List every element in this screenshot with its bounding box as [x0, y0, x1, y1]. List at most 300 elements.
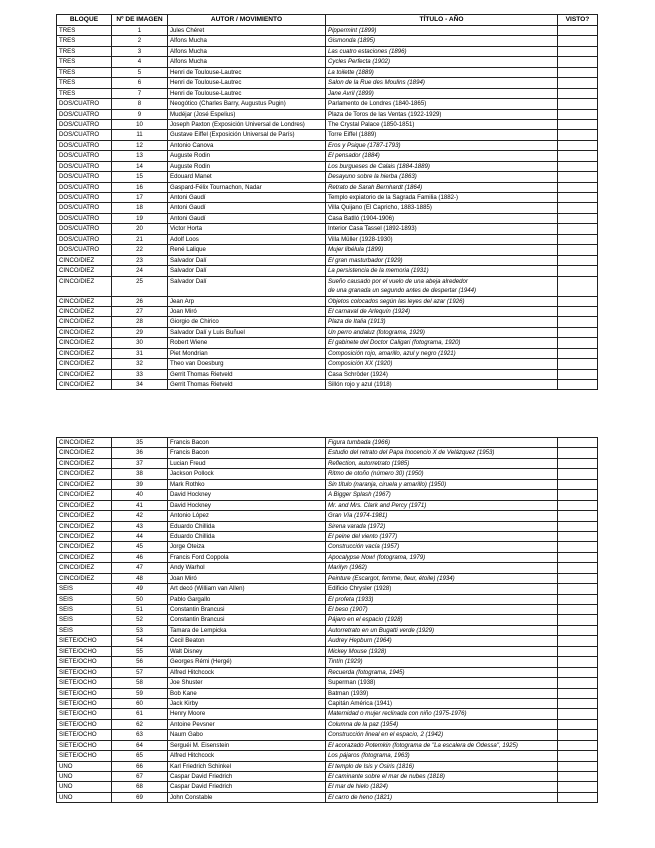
titulo-text: Sirena varada (1972): [328, 522, 386, 530]
bloque-text: TRES: [59, 68, 76, 76]
table-row: [57, 234, 598, 244]
num-cell: [112, 625, 168, 635]
bloque-cell: [57, 448, 112, 458]
table-row: [57, 203, 598, 213]
autor-text: Salvador Dalí: [170, 277, 207, 285]
autor-text: Eduardo Chillida: [170, 532, 215, 540]
visto-cell[interactable]: [558, 719, 598, 729]
visto-cell[interactable]: [558, 119, 598, 129]
bloque-cell: [57, 119, 112, 129]
num-cell: [112, 479, 168, 489]
autor-text: Georges Rémi (Hergé): [170, 658, 232, 666]
visto-cell[interactable]: [558, 317, 598, 327]
visto-cell[interactable]: [558, 327, 598, 337]
visto-cell[interactable]: [558, 438, 598, 448]
num-cell: [112, 772, 168, 782]
table-row: [57, 296, 598, 306]
autor-cell: [168, 542, 326, 552]
table-row: [57, 46, 598, 56]
visto-cell[interactable]: [558, 193, 598, 203]
titulo-cell: [326, 109, 558, 119]
bloque-cell: [57, 709, 112, 719]
bloque-text: TRES: [59, 47, 76, 55]
visto-cell[interactable]: [558, 338, 598, 348]
bloque-text: DOS/CUATRO: [59, 183, 100, 191]
num-cell: [112, 306, 168, 316]
titulo-cell: [326, 317, 558, 327]
bloque-text: DOS/CUATRO: [59, 194, 100, 201]
visto-cell[interactable]: [558, 46, 598, 56]
bloque-text: DOS/CUATRO: [59, 100, 100, 108]
visto-cell[interactable]: [558, 521, 598, 531]
titulo-cell: [326, 245, 558, 255]
num-cell: [112, 130, 168, 140]
num-text: 48: [136, 574, 143, 582]
table-row: [57, 782, 598, 792]
num-text: 9: [137, 110, 142, 118]
table-row: [57, 67, 598, 77]
num-text: 46: [136, 553, 143, 561]
bloque-cell: [57, 203, 112, 213]
num-text: 53: [136, 626, 143, 634]
bloque-text: SEIS: [59, 585, 73, 593]
autor-cell: [168, 109, 326, 119]
header-visto: VISTO?: [558, 15, 598, 26]
autor-cell: [168, 792, 326, 802]
autor-cell: [168, 224, 326, 234]
titulo-text: Objetos colocados según las leyes del azar (1926): [328, 297, 465, 305]
visto-cell[interactable]: [558, 172, 598, 182]
bloque-text: SIETE/OCHO: [59, 710, 97, 718]
autor-text: Tamara de Lempicka: [170, 626, 227, 634]
titulo-text: El carnaval de Arlequín (1924): [328, 307, 411, 315]
table-row: [57, 636, 598, 646]
titulo-cell: [326, 730, 558, 740]
titulo-text: Casa Batlló (1904-1906): [328, 214, 395, 222]
num-text: 7: [137, 89, 142, 97]
titulo-text: La toilette (1889): [328, 68, 374, 76]
bloque-text: CINCO/DIEZ: [59, 360, 95, 368]
table-row: [57, 615, 598, 625]
visto-cell[interactable]: [558, 296, 598, 306]
autor-cell: [168, 657, 326, 667]
table-row: [57, 348, 598, 358]
bloque-cell: [57, 646, 112, 656]
titulo-cell: [326, 490, 558, 500]
bloque-text: SIETE/OCHO: [59, 752, 97, 760]
visto-cell[interactable]: [558, 245, 598, 255]
table-row: [57, 542, 598, 552]
titulo-text: Capitán América (1941): [328, 699, 393, 707]
visto-cell[interactable]: [558, 740, 598, 750]
table-row: [57, 245, 598, 255]
bloque-cell: [57, 369, 112, 379]
num-text: 29: [136, 328, 143, 336]
autor-text: Mudéjar (José Espelius): [170, 110, 236, 118]
num-text: 52: [136, 616, 143, 624]
bloque-cell: [57, 667, 112, 677]
bloque-text: CINCO/DIEZ: [59, 328, 95, 336]
visto-cell[interactable]: [558, 657, 598, 667]
visto-cell[interactable]: [558, 213, 598, 223]
num-text: 5: [137, 68, 142, 76]
titulo-cell: [326, 67, 558, 77]
visto-cell[interactable]: [558, 594, 598, 604]
visto-cell[interactable]: [558, 782, 598, 792]
titulo-cell: [326, 531, 558, 541]
num-cell: [112, 140, 168, 150]
visto-cell[interactable]: [558, 255, 598, 265]
autor-text: Salvador Dalí: [170, 256, 207, 264]
titulo-text: Construcción lineal en el espacio, 2 (1942): [328, 731, 444, 739]
num-cell: [112, 615, 168, 625]
autor-cell: [168, 552, 326, 562]
autor-cell: [168, 67, 326, 77]
visto-cell[interactable]: [558, 563, 598, 573]
num-text: 36: [136, 449, 143, 457]
num-text: 4: [137, 58, 142, 66]
visto-cell[interactable]: [558, 380, 598, 390]
visto-cell[interactable]: [558, 730, 598, 740]
visto-cell[interactable]: [558, 266, 598, 276]
bloque-text: CINCO/DIEZ: [59, 267, 95, 275]
num-text: 45: [136, 543, 143, 551]
visto-cell[interactable]: [558, 479, 598, 489]
visto-cell[interactable]: [558, 531, 598, 541]
titulo-cell: [326, 740, 558, 750]
autor-cell: [168, 359, 326, 369]
num-text: 34: [136, 381, 143, 388]
visto-cell[interactable]: [558, 500, 598, 510]
num-cell: [112, 521, 168, 531]
titulo-cell: [326, 182, 558, 192]
autor-cell: [168, 306, 326, 316]
titulo-text: Un perro andaluz (fotograma, 1929): [328, 328, 425, 336]
autor-text: René Lalique: [170, 246, 206, 254]
autor-cell: [168, 380, 326, 390]
autor-text: Joan Miró: [170, 307, 197, 315]
autor-cell: [168, 78, 326, 88]
num-cell: [112, 161, 168, 171]
visto-cell[interactable]: [558, 667, 598, 677]
titulo-text: Mujer libélula (1899): [328, 246, 384, 254]
num-cell: [112, 359, 168, 369]
num-cell: [112, 490, 168, 500]
autor-cell: [168, 296, 326, 306]
autor-text: Adolf Loos: [170, 235, 199, 243]
autor-text: Francis Bacon: [170, 449, 209, 457]
autor-cell: [168, 761, 326, 771]
autor-cell: [168, 317, 326, 327]
bloque-text: CINCO/DIEZ: [59, 491, 95, 499]
titulo-cell: [326, 266, 558, 276]
visto-cell[interactable]: [558, 490, 598, 500]
num-cell: [112, 213, 168, 223]
bloque-text: CINCO/DIEZ: [59, 470, 95, 478]
autor-cell: [168, 36, 326, 46]
titulo-text: Villa Quijano (El Capricho, 1883-1885): [328, 204, 432, 212]
titulo-cell: [326, 500, 558, 510]
bloque-text: CINCO/DIEZ: [59, 381, 95, 388]
bloque-text: TRES: [59, 89, 76, 97]
bloque-text: CINCO/DIEZ: [59, 256, 95, 264]
titulo-text: La persistencia de la memoria (1931): [328, 267, 429, 275]
visto-cell[interactable]: [558, 605, 598, 615]
num-cell: [112, 605, 168, 615]
titulo-cell: [326, 469, 558, 479]
titulo-cell: [326, 646, 558, 656]
visto-cell[interactable]: [558, 584, 598, 594]
visto-cell[interactable]: [558, 448, 598, 458]
bloque-cell: [57, 782, 112, 792]
num-text: 28: [136, 318, 143, 326]
titulo-cell: [326, 448, 558, 458]
autor-text: Henry Moore: [170, 710, 206, 718]
visto-cell[interactable]: [558, 348, 598, 358]
titulo-cell: [326, 99, 558, 109]
autor-text: Auguste Rodin: [170, 162, 210, 170]
titulo-cell: [326, 688, 558, 698]
num-text: 2: [137, 37, 142, 45]
bloque-text: SIETE/OCHO: [59, 720, 97, 728]
titulo-text: Gran Vía (1974-1981): [328, 512, 388, 520]
autor-text: Bob Kane: [170, 689, 197, 697]
num-text: 62: [136, 720, 143, 728]
num-cell: [112, 469, 168, 479]
autor-text: Victor Horta: [170, 225, 203, 233]
num-text: 27: [136, 307, 143, 315]
titulo-text: Maternidad o mujer reclinada con niño (1975-1976): [328, 710, 467, 718]
autor-text: Salvador Dalí y Luis Buñuel: [170, 328, 245, 336]
table-row: [57, 751, 598, 761]
titulo-cell: [326, 782, 558, 792]
titulo-text: Pippermint (1899): [328, 27, 377, 34]
bloque-cell: [57, 563, 112, 573]
autor-cell: [168, 615, 326, 625]
visto-cell[interactable]: [558, 688, 598, 698]
titulo-cell: [326, 306, 558, 316]
visto-cell[interactable]: [558, 234, 598, 244]
autor-text: Antoni Gaudí: [170, 194, 206, 201]
num-cell: [112, 348, 168, 358]
visto-cell[interactable]: [558, 698, 598, 708]
titulo-text: Sin título (naranja, ciruela y amarillo) (1950): [328, 480, 447, 488]
titulo-text: Composición rojo, amarillo, azul y negro (1921): [328, 349, 456, 357]
visto-cell[interactable]: [558, 646, 598, 656]
bloque-cell: [57, 99, 112, 109]
bloque-cell: [57, 109, 112, 119]
autor-text: Francis Bacon: [170, 439, 209, 446]
visto-cell[interactable]: [558, 615, 598, 625]
titulo-text: Parlamento de Londres (1840-1865): [328, 100, 427, 108]
titulo-text: Sueño causado por el vuelo de una abeja alrededor: [328, 277, 468, 285]
titulo-cell: [326, 772, 558, 782]
table-row: [57, 458, 598, 468]
visto-cell[interactable]: [558, 203, 598, 213]
num-cell: [112, 67, 168, 77]
visto-cell[interactable]: [558, 36, 598, 46]
visto-cell[interactable]: [558, 161, 598, 171]
titulo-cell: [326, 296, 558, 306]
num-cell: [112, 245, 168, 255]
bloque-text: CINCO/DIEZ: [59, 349, 95, 357]
autor-text: Antoine Pevsner: [170, 720, 215, 728]
num-text: 66: [136, 762, 143, 770]
autor-text: Piet Mondrian: [170, 349, 208, 357]
titulo-text: El gabinete del Doctor Caligari (fotograma, 1920): [328, 339, 461, 347]
visto-cell[interactable]: [558, 26, 598, 36]
bloque-cell: [57, 182, 112, 192]
titulo-cell: [326, 224, 558, 234]
visto-cell[interactable]: [558, 709, 598, 719]
visto-cell[interactable]: [558, 469, 598, 479]
visto-cell[interactable]: [558, 552, 598, 562]
autor-cell: [168, 511, 326, 521]
visto-cell[interactable]: [558, 678, 598, 688]
visto-cell[interactable]: [558, 306, 598, 316]
visto-cell[interactable]: [558, 99, 598, 109]
titulo-cell: [326, 234, 558, 244]
autor-text: Antoni Gaudí: [170, 204, 206, 212]
visto-cell[interactable]: [558, 761, 598, 771]
table-row: [57, 709, 598, 719]
titulo-cell: [326, 255, 558, 265]
bloque-cell: [57, 490, 112, 500]
visto-cell[interactable]: [558, 140, 598, 150]
table-row: [57, 521, 598, 531]
autor-text: Gaspard-Félix Tournachon, Nadar: [170, 183, 262, 191]
visto-cell[interactable]: [558, 151, 598, 161]
num-cell: [112, 338, 168, 348]
autor-text: Theo van Doesburg: [170, 360, 224, 368]
num-cell: [112, 751, 168, 761]
visto-cell[interactable]: [558, 78, 598, 88]
bloque-text: CINCO/DIEZ: [59, 449, 95, 457]
visto-cell[interactable]: [558, 636, 598, 646]
titulo-text: Tintín (1929): [328, 658, 363, 666]
autor-cell: [168, 594, 326, 604]
table-row: [57, 119, 598, 129]
autor-cell: [168, 531, 326, 541]
table-row: [57, 78, 598, 88]
bloque-cell: [57, 751, 112, 761]
autor-cell: [168, 88, 326, 98]
autor-cell: [168, 119, 326, 129]
visto-cell[interactable]: [558, 772, 598, 782]
num-cell: [112, 224, 168, 234]
visto-cell[interactable]: [558, 224, 598, 234]
table-row: [57, 182, 598, 192]
num-text: 50: [136, 595, 143, 603]
bloque-cell: [57, 193, 112, 203]
header-bloque: BLOQUE: [57, 15, 112, 26]
visto-cell[interactable]: [558, 67, 598, 77]
visto-cell[interactable]: [558, 182, 598, 192]
table-row: [57, 448, 598, 458]
visto-cell[interactable]: [558, 369, 598, 379]
titulo-cell: [326, 719, 558, 729]
num-text: 42: [136, 512, 143, 520]
titulo-cell: [326, 709, 558, 719]
visto-cell[interactable]: [558, 542, 598, 552]
num-text: 17: [136, 194, 143, 201]
visto-cell[interactable]: [558, 109, 598, 119]
autor-text: Caspar David Friedrich: [170, 773, 233, 780]
num-cell: [112, 255, 168, 265]
num-text: 33: [136, 370, 143, 378]
autor-text: Jules Chéret: [170, 27, 205, 34]
visto-cell[interactable]: [558, 458, 598, 468]
visto-cell[interactable]: [558, 88, 598, 98]
autor-text: Alfons Mucha: [170, 37, 207, 45]
titulo-text: El acorazado Potemkin (fotograma de "La escalera de Odessa", 1925): [328, 741, 518, 749]
table-row: [57, 740, 598, 750]
autor-cell: [168, 245, 326, 255]
table-row: [57, 490, 598, 500]
num-cell: [112, 266, 168, 276]
titulo-text: El profeta (1933): [328, 595, 374, 603]
table-row: [57, 678, 598, 688]
bloque-cell: [57, 36, 112, 46]
visto-cell[interactable]: [558, 573, 598, 583]
visto-cell[interactable]: [558, 130, 598, 140]
num-text: 19: [136, 214, 143, 222]
titulo-cell: [326, 151, 558, 161]
visto-cell[interactable]: [558, 276, 598, 296]
visto-cell[interactable]: [558, 57, 598, 67]
autor-cell: [168, 678, 326, 688]
titulo-text: El pensador (1884): [328, 152, 380, 160]
autor-text: Antonio Canova: [170, 141, 214, 149]
table-row: [57, 688, 598, 698]
autor-cell: [168, 782, 326, 792]
num-cell: [112, 380, 168, 390]
titulo-cell: [326, 667, 558, 677]
autor-text: Pablo Gargallo: [170, 595, 211, 603]
bloque-text: CINCO/DIEZ: [59, 297, 95, 305]
bloque-text: SEIS: [59, 616, 73, 624]
num-text: 32: [136, 360, 143, 368]
autor-cell: [168, 276, 326, 296]
visto-cell[interactable]: [558, 751, 598, 761]
visto-cell[interactable]: [558, 511, 598, 521]
titulo-text-line2: de una granada un segundo antes de despertar (1944): [328, 286, 477, 294]
autor-cell: [168, 182, 326, 192]
autor-text: David Hockney: [170, 491, 211, 499]
table-row: [57, 36, 598, 46]
table-row: [57, 327, 598, 337]
visto-cell[interactable]: [558, 792, 598, 802]
table-row: [57, 338, 598, 348]
titulo-text: Jane Avril (1899): [328, 89, 374, 97]
bloque-cell: [57, 500, 112, 510]
titulo-text: Construcción vacía (1957): [328, 543, 400, 551]
num-text: 8: [137, 100, 142, 108]
autor-cell: [168, 719, 326, 729]
visto-cell[interactable]: [558, 625, 598, 635]
table-row: [57, 26, 598, 36]
bloque-cell: [57, 584, 112, 594]
autor-cell: [168, 688, 326, 698]
titulo-text: El gran masturbador (1929): [328, 256, 403, 264]
bloque-cell: [57, 161, 112, 171]
bloque-text: CINCO/DIEZ: [59, 501, 95, 509]
titulo-text: Pájaro en el espacio (1928): [328, 616, 403, 624]
bloque-cell: [57, 438, 112, 448]
num-text: 39: [136, 480, 143, 488]
num-text: 30: [136, 339, 143, 347]
visto-cell[interactable]: [558, 359, 598, 369]
